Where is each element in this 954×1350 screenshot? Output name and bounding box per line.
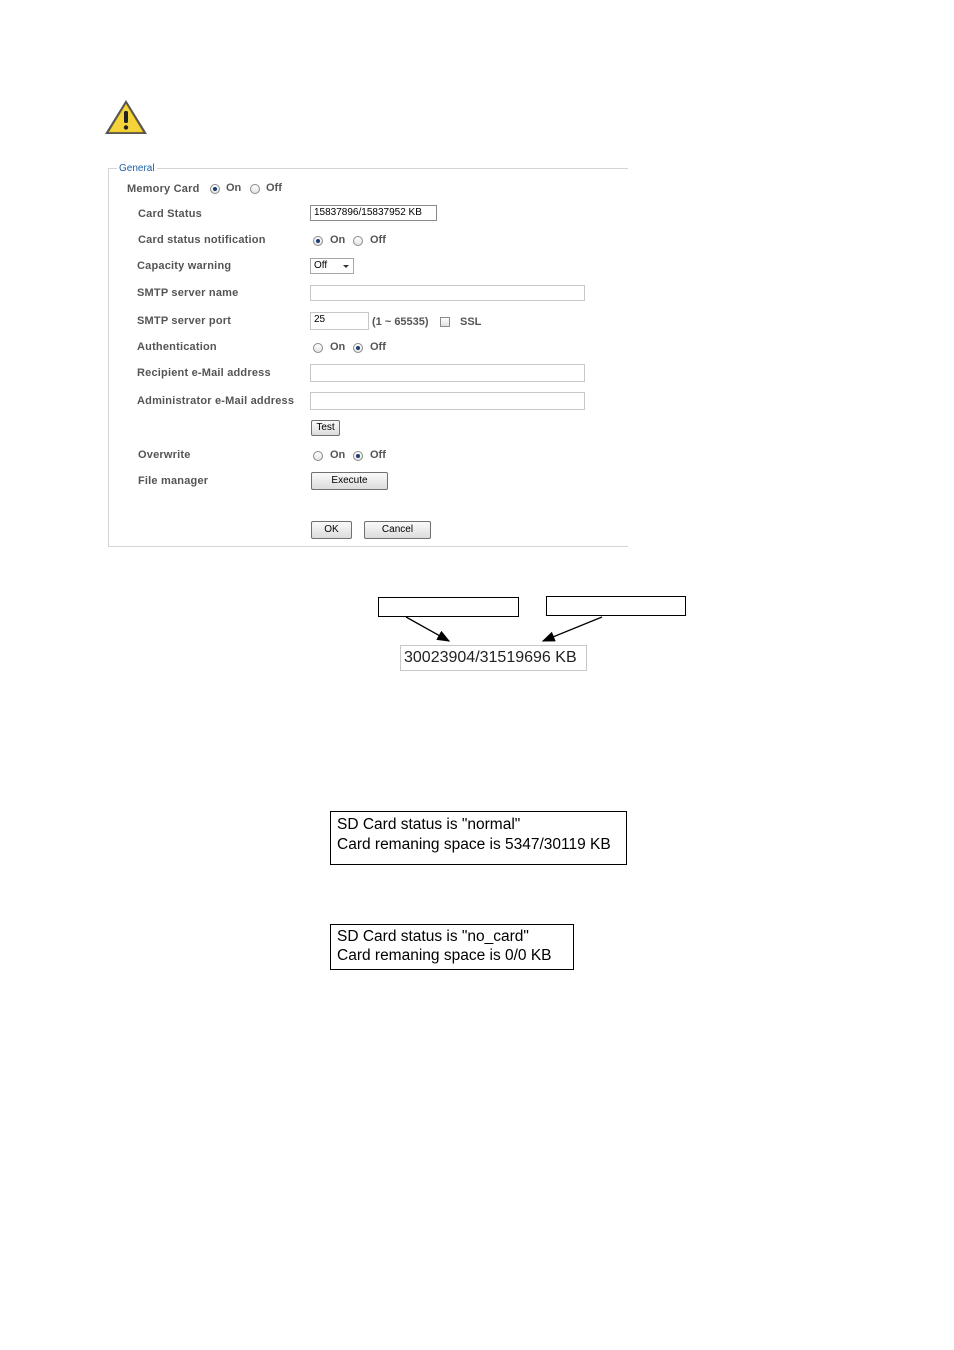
status-normal-line1: SD Card status is "normal": [337, 816, 521, 833]
recipient-email-label: Recipient e-Mail address: [137, 367, 271, 379]
memory-card-off-label: Off: [266, 182, 282, 194]
status-normal-line2: Card remaning space is 5347/30119 KB: [337, 836, 611, 853]
ok-button[interactable]: OK: [311, 521, 352, 539]
card-status-notification-on-label: On: [330, 234, 346, 246]
recipient-email-input[interactable]: [310, 364, 585, 382]
overwrite-on-radio[interactable]: [313, 451, 323, 461]
memory-card-off-radio[interactable]: [250, 184, 260, 194]
capacity-warning-label: Capacity warning: [137, 260, 232, 272]
file-manager-label: File manager: [138, 475, 209, 487]
overwrite-on-label: On: [330, 449, 346, 461]
chevron-down-icon: [343, 265, 349, 268]
capacity-warning-value: Off: [314, 260, 328, 271]
smtp-server-name-label: SMTP server name: [137, 287, 239, 299]
card-status-field: 15837896/15837952 KB: [310, 205, 437, 221]
cancel-button[interactable]: Cancel: [364, 521, 431, 539]
card-value-example: 30023904/31519696 KB: [400, 645, 587, 671]
ssl-label: SSL: [460, 316, 482, 328]
test-button[interactable]: Test: [311, 420, 340, 436]
authentication-off-radio[interactable]: [353, 343, 363, 353]
card-status-notification-on-radio[interactable]: [313, 236, 323, 246]
memory-card-on-label: On: [226, 182, 242, 194]
administrator-email-label: Administrator e-Mail address: [137, 395, 295, 407]
smtp-server-name-input[interactable]: [310, 285, 585, 301]
administrator-email-input[interactable]: [310, 392, 585, 410]
authentication-off-label: Off: [370, 341, 386, 353]
warning-icon: [103, 98, 149, 136]
card-status-notification-off-radio[interactable]: [353, 236, 363, 246]
overwrite-off-radio[interactable]: [353, 451, 363, 461]
card-status-notification-label: Card status notification: [138, 234, 266, 246]
authentication-on-label: On: [330, 341, 346, 353]
general-settings-panel: [108, 168, 628, 547]
callout-box-right: [546, 596, 686, 616]
overwrite-label: Overwrite: [138, 449, 191, 461]
smtp-server-port-label: SMTP server port: [137, 315, 232, 327]
smtp-port-range-text: (1 ~ 65535): [372, 316, 429, 328]
status-no-card-line2: Card remaning space is 0/0 KB: [337, 947, 552, 964]
smtp-server-port-input[interactable]: 25: [310, 312, 369, 330]
card-status-label: Card Status: [138, 208, 202, 220]
card-status-notification-off-label: Off: [370, 234, 386, 246]
authentication-on-radio[interactable]: [313, 343, 323, 353]
execute-button[interactable]: Execute: [311, 472, 388, 490]
status-no-card-box: [330, 924, 574, 970]
capacity-warning-select[interactable]: [310, 258, 354, 274]
status-normal-box: [330, 811, 627, 865]
ssl-checkbox[interactable]: [440, 317, 450, 327]
callout-box-left: [378, 597, 519, 617]
overwrite-off-label: Off: [370, 449, 386, 461]
memory-card-on-radio[interactable]: [210, 184, 220, 194]
general-legend: General: [119, 163, 155, 174]
status-no-card-line1: SD Card status is "no_card": [337, 928, 529, 945]
authentication-label: Authentication: [137, 341, 217, 353]
memory-card-label: Memory Card: [127, 183, 200, 195]
